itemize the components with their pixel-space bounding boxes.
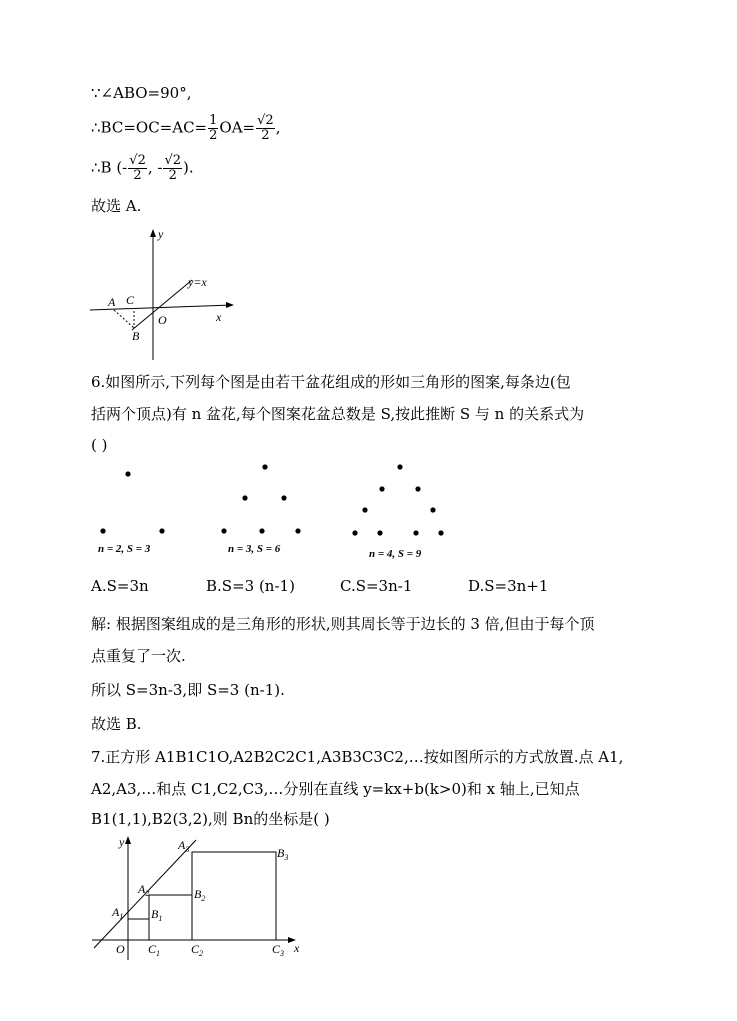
fraction-denominator: 2 [209, 128, 218, 143]
dot [242, 495, 247, 500]
q5-point-b-line [91, 154, 194, 183]
x-arrow-icon [226, 302, 234, 308]
fraction-numerator: √2 [164, 153, 182, 168]
q6-answer: 故选 B. [91, 715, 142, 733]
point-a1-label: $A_1$ [112, 905, 124, 921]
dot [100, 528, 105, 533]
dot [259, 528, 264, 533]
pattern-caption-3: n = 4, S = 9 [369, 548, 422, 560]
dot [221, 528, 226, 533]
radicand: 2 [172, 153, 182, 168]
fraction-denominator: 2 [133, 168, 142, 183]
fraction-sqrt2-over-2 [256, 114, 275, 143]
dot [415, 486, 420, 491]
x-axis-label: x [216, 310, 222, 324]
point-a2-label: $A_2$ [138, 882, 150, 898]
fraction-half [208, 114, 218, 143]
dot [397, 464, 402, 469]
q6-dot-patterns [90, 458, 460, 568]
q7-stem-line-2: A2,A3,…和点 C1,C2,C3,…分别在直线 y=kx+b(k>0)和 x 轴上,已知点 [91, 780, 580, 798]
dot [125, 471, 130, 476]
point-c1-label: $C_1$ [148, 942, 161, 958]
pattern-caption-2: n = 3, S = 6 [228, 543, 281, 555]
dot [379, 486, 384, 491]
q6-stem-line-3: ( ) [91, 436, 108, 454]
q5-answer: 故选 A. [91, 197, 142, 215]
radicand: 2 [265, 113, 274, 128]
q5-b-suffix: ). [183, 158, 194, 177]
q7-stem-line-3: B1(1,1),B2(3,2),则 Bn的坐标是( ) [91, 810, 330, 828]
q6-stem-line-2: 括两个顶点)有 n 盆花,每个图案花盆总数是 S,按此推断 S 与 n 的关系式为 [91, 405, 585, 423]
q5-equation-line [91, 114, 280, 143]
origin-label: O [158, 313, 167, 327]
point-a3-label: $A_3$ [178, 838, 190, 854]
dot [295, 528, 300, 533]
q6-stem-line-1: 6.如图所示,下列每个图是由若干盆花组成的形如三角形的图案,每条边(包 [91, 373, 571, 391]
fraction-numerator: √2 [257, 113, 274, 128]
choice-a: A.S=3n [91, 577, 149, 595]
x-axis-label: x [294, 941, 300, 955]
dot [352, 530, 357, 535]
dot [362, 507, 367, 512]
q7-stem-line-1: 7.正方形 A1B1C1O,A2B2C2C1,A3B3C3C2,…按如图所示的方式放置.点 A1, [91, 748, 624, 766]
point-b1-label: $B_1$ [151, 907, 163, 923]
point-b-label: B [132, 329, 140, 343]
radicand: 2 [137, 153, 146, 168]
fraction-denominator: 2 [168, 168, 177, 183]
q6-solution-line-2: 点重复了一次. [91, 647, 186, 665]
point-c3-label: $C_3$ [272, 942, 285, 958]
fraction-numerator: 1 [209, 113, 218, 128]
choice-b: B.S=3 (n-1) [206, 577, 295, 595]
q5-eq-suffix: , [275, 118, 281, 137]
point-c2-label: $C_2$ [191, 942, 204, 958]
point-b2-label: $B_2$ [194, 887, 206, 903]
y-axis-label: y [158, 227, 164, 241]
q5-coordinate-figure [88, 226, 238, 362]
point-b3-label: $B_3$ [277, 846, 289, 862]
fraction-sqrt2-over-2 [128, 154, 147, 183]
q6-solution-line-1: 解: 根据图案组成的是三角形的形状,则其周长等于边长的 3 倍,但由于每个顶 [91, 615, 595, 633]
q7-squares-figure [88, 832, 313, 962]
point-c-label: C [126, 293, 135, 307]
fraction-numerator: √2 [129, 153, 146, 168]
line-label: y=x [188, 275, 207, 289]
q5-b-comma: , - [147, 158, 163, 177]
dot [159, 528, 164, 533]
dot [430, 507, 435, 512]
y-arrow-icon [125, 836, 131, 844]
dot [262, 464, 267, 469]
fraction-denominator: 2 [261, 128, 270, 143]
origin-label: O [116, 942, 125, 956]
dot [413, 530, 418, 535]
dot [281, 495, 286, 500]
fraction-sqrt2-over-2 [163, 154, 182, 183]
square-1 [128, 919, 149, 940]
q5-given-line: ∵∠ABO=90°, [91, 84, 192, 102]
dot [438, 530, 443, 535]
pattern-caption-1: n = 2, S = 3 [98, 543, 151, 555]
point-a-label: A [108, 295, 116, 309]
choice-c: C.S=3n-1 [340, 577, 413, 595]
q6-solution-line-3: 所以 S=3n-3,即 S=3 (n-1). [91, 681, 285, 699]
choice-d: D.S=3n+1 [468, 577, 549, 595]
q5-eq-mid: OA= [219, 118, 256, 137]
segment-ab [114, 310, 134, 328]
q5-eq-prefix: ∴BC=OC=AC= [91, 118, 208, 137]
y-axis-label: y [119, 835, 125, 849]
dot [377, 530, 382, 535]
q5-b-prefix: ∴B (- [91, 158, 128, 177]
y-arrow-icon [150, 229, 156, 237]
